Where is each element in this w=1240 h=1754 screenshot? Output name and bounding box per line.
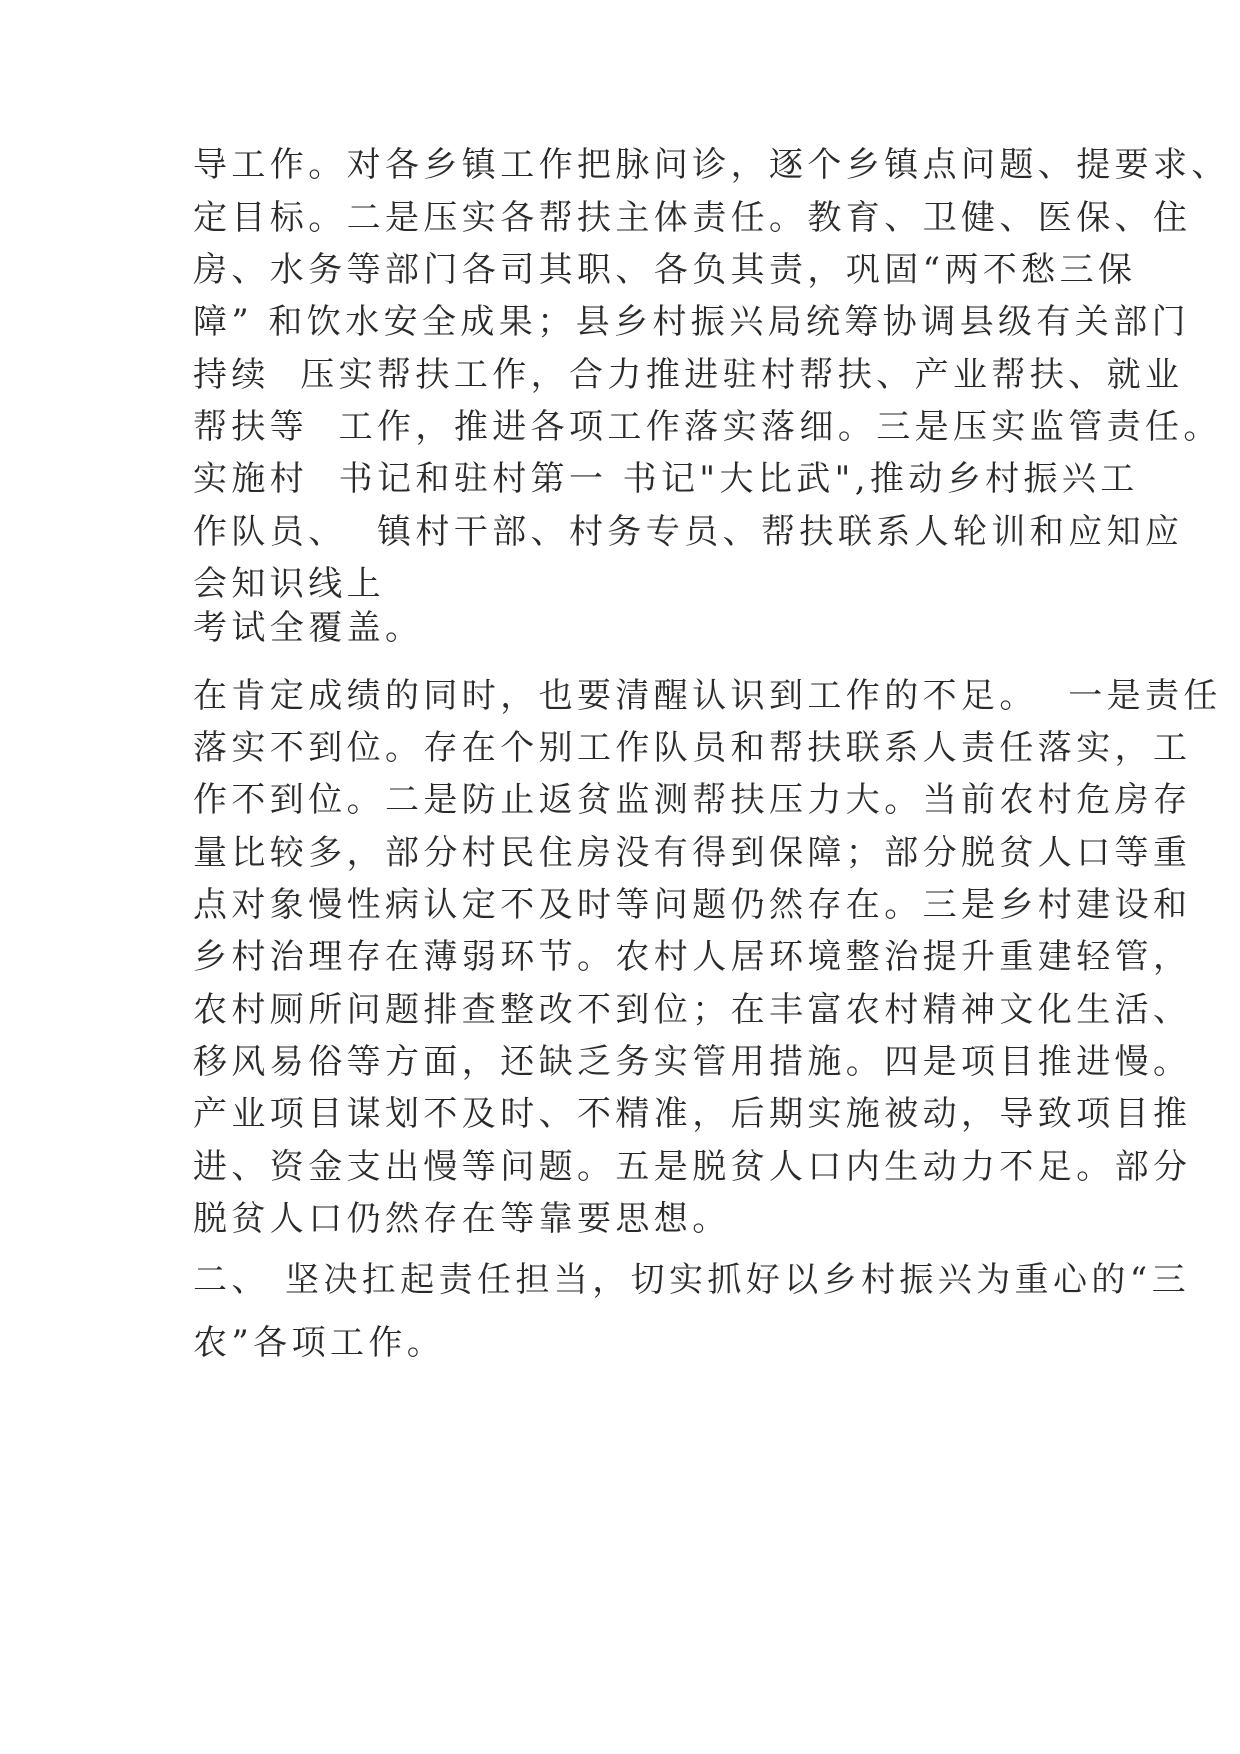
text-line: 实施村 书记和驻村第一 书记"大比武",推动乡村振兴工 (193, 459, 1139, 499)
text-line: 脱贫人口仍然存在等靠要思想。 (193, 1199, 731, 1239)
text-line: 导工作。对各乡镇工作把脉问诊，逐个乡镇点问题、提要求、 (193, 145, 1230, 185)
text-line: 产业项目谋划不及时、不精准，后期实施被动，导致项目推 (193, 1094, 1192, 1134)
text-line: 进、资金支出慢等问题。五是脱贫人口内生动力不足。部分 (193, 1147, 1192, 1187)
text-line: 房、水务等部门各司其职、各负其责，巩固“两不愁三保 (193, 250, 1137, 290)
text-line: 作队员、 镇村干部、村务专员、帮扶联系人轮训和应知应 (193, 512, 1184, 552)
text-line: 移风易俗等方面，还缺乏务实管用措施。四是项目推进慢。 (193, 1042, 1192, 1082)
text-line: 作不到位。二是防止返贫监测帮扶压力大。当前农村危房存 (193, 780, 1192, 820)
text-line: 落实不到位。存在个别工作队员和帮扶联系人责任落实，工 (193, 728, 1192, 768)
text-line: 农村厕所问题排查整改不到位；在丰富农村精神文化生活、 (193, 990, 1192, 1030)
text-line: 点对象慢性病认定不及时等问题仍然存在。三是乡村建设和 (193, 885, 1192, 925)
text-line: 障” 和饮水安全成果；县乡村振兴局统筹协调县级有关部门 (193, 302, 1190, 342)
text-line: 考试全覆盖。 (193, 608, 424, 648)
text-line: 帮扶等 工作，推进各项工作落实落细。三是压实监管责任。 (193, 407, 1222, 447)
section-heading: 农”各项工作。 (193, 1323, 446, 1363)
section-heading: 二、 坚决扛起责任担当，切实抓好以乡村振兴为重心的“三 (193, 1260, 1190, 1300)
text-line: 量比较多，部分村民住房没有得到保障；部分脱贫人口等重 (193, 833, 1192, 873)
text-line: 定目标。二是压实各帮扶主体责任。教育、卫健、医保、住 (193, 198, 1192, 238)
text-line: 持续 压实帮扶工作，合力推进驻村帮扶、产业帮扶、就业 (193, 355, 1184, 395)
text-line: 乡村治理存在薄弱环节。农村人居环境整治提升重建轻管， (193, 937, 1192, 977)
text-line: 会知识线上 (193, 564, 385, 604)
text-line: 在肯定成绩的同时，也要清醒认识到工作的不足。 一是责任 (193, 676, 1222, 716)
